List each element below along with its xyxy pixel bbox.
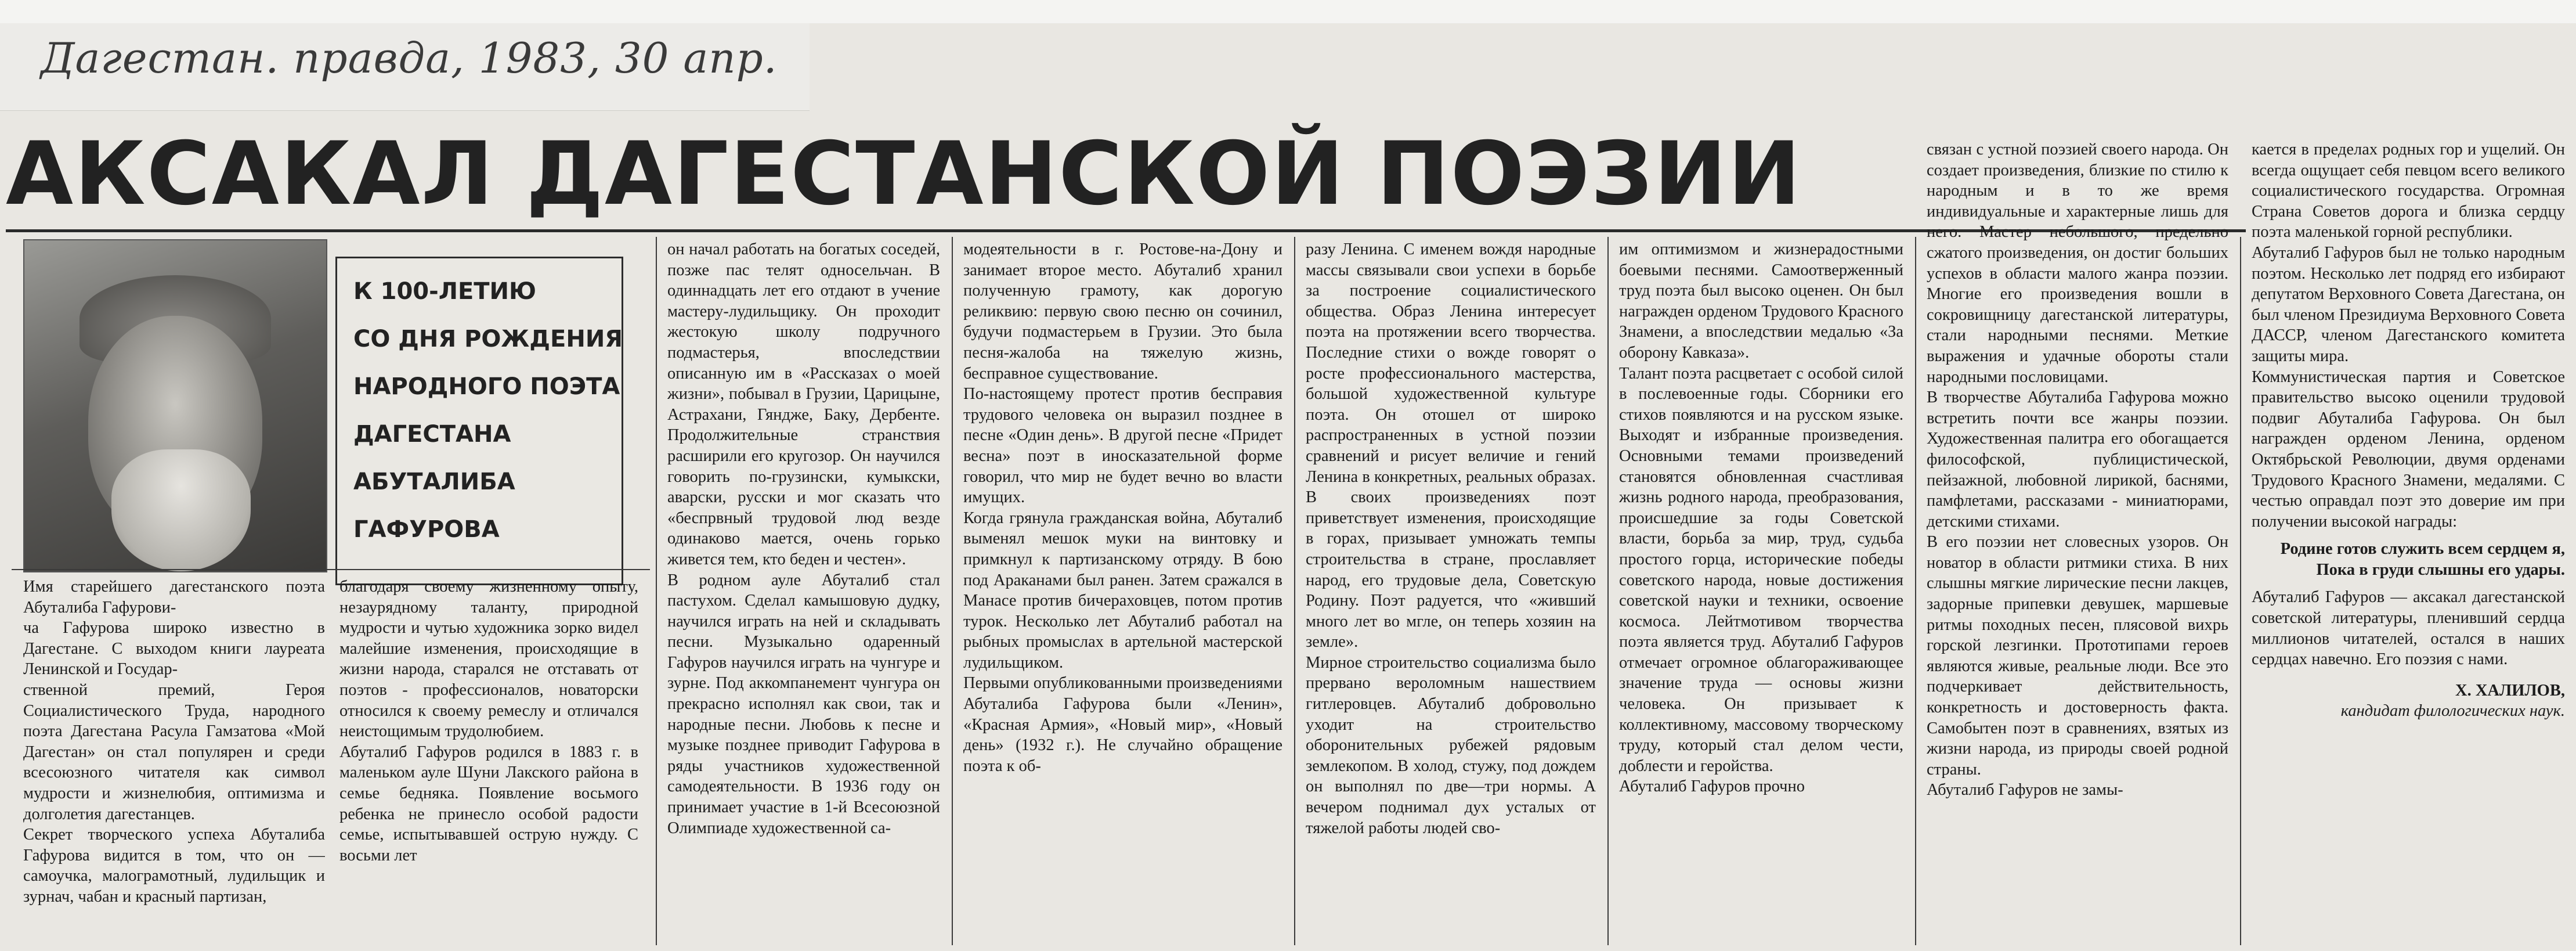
column-rule (952, 237, 953, 945)
column-rule (1915, 237, 1916, 945)
anniversary-line-2: СО ДНЯ РОЖДЕНИЯ (353, 326, 623, 352)
newspaper-clipping (0, 23, 2576, 951)
column-1-text: Имя старейшего дагестанского поэта Абуталиба Гафурови- ча Гафурова широко известно в Дагестане. С выходом книги лауреата Ленинской и Государ- ственной премий, Героя Социалистического Труда, народного поэта Дагестана Расула Гамзатова «Мой Дагестан» он стал популярен и среди всесоюзного читателя как символ мудрости и жизнелюбия, оптимизма и долголетия дагестанцев. Секрет творческого успеха Абуталиба Гафурова видится в том, что он — самоучка, малограмотный, лудильщик и зурнач, чабан и красный партизан, (23, 578, 325, 906)
anniversary-line-1: К 100-ЛЕТИЮ (353, 278, 536, 305)
column-rule (1607, 237, 1609, 945)
closing-paragraph: Абуталиб Гафуров — аксакал дагестанской советской литературы, пленивший сердца миллионов читателей, остался в наших сердцах навечно. Его поэзия с нами. (2252, 588, 2565, 669)
column-rule (1294, 237, 1295, 945)
article-headline: АКСАКАЛ ДАГЕСТАНСКОЙ ПОЭЗИИ (6, 124, 1802, 225)
column-rule (656, 237, 657, 945)
column-3-text: он начал работать на богатых соседей, позже пас телят односельчан. В одиннадцать лет его отдают в учение мастеру-лудильщику. Он проходит жестокую школу подручного подмастерья, впоследствии описанную им в «Рассказах о моей жизни», побывал в Грузии, Царицыне, Астрахани, Гяндже, Баку, Дербенте. Продолжительные странствия расширили его кругозор. Он научился говорить по-грузински, кумыкски, аварски, русски и мог сказать что «беспрвный трудовой люд везде одинаково мается, очень горько живется тем, кто беден и честен». В родном ауле Абуталиб стал пастухом. Сделал камышовую дудку, научился играть на ней и складывать песни. Музыкально одаренный Гафуров научился играть на чунгуре и зурне. Под аккомпанемент чунгура он прекрасно исполнял как свои, так и народные песни. Любовь к песне и музыке позднее приводит Гафурова в ряды участников художественной самодеятельности. В 1936 году он принимает участие в 1-й Всесоюзной Олимпиаде художественной са- (667, 240, 940, 837)
author-signature: Х. ХАЛИЛОВ, (2455, 681, 2565, 700)
author-title: кандидат филологических наук. (2340, 702, 2565, 721)
column-8-text: кается в пределах родных гор и ущелий. Он всегда ощущает себя певцом всего великого социалистического государства. Огромная Страна Советов дорога и близка сердцу поэта маленькой горной республики. Абуталиб Гафуров был не только народным поэтом. Несколько лет подряд его избирают депутатом Верховного Совета Дагестана, он был членом Президиума Верховного Совета ДАССР, членом Дагестанского комитета защиты мира. Коммунистическая партия и Советское правительство высоко оценили трудовой подвиг Абуталиба Гафурова. Он был награжден орденом Ленина, орденом Октябрьской Революции, двумя орденами Трудового Красного Знамени, медалями. С честью оправдал поэт это доверие им при получении высокой награды: (2252, 141, 2565, 531)
column-7-text: связан с устной поэзией своего народа. Он создает произведения, близкие по стилю к народным и в то же время индивидуальные и характерные лишь для него. Мастер небольшого, предельно сжатого произведения, он достиг больших успехов в области малого жанра поэзии. Многие его произведения вошли в сокровищницу дагестанской литературы, стали народными песнями. Меткие выражения и удачные обороты стали народными пословицами. В творчестве Абуталиба Гафурова можно встретить почти все жанры поэзии. Художественная палитра его обогащается философской, публицистической, пейзажной, любовной лирикой, баснями, памфлетами, рассказами - миниатюрами, детскими стихами. В его поэзии нет словесных узоров. Он новатор в области ритмики стиха. В них слышны мягкие лирические песни лакцев, задорные припевки девушек, маршевые ритмы походных песен, плясовой вихрь горской лезгинки. Прототипами героев являются живые, реальные люди. Все это подчеркивает действительность, конкретность и достоверность факта. Самобытен поэт в сравнениях, взятых из жизни народа, из природы своей родной страны. Абуталиб Гафуров не замы- (1927, 141, 2228, 799)
photo-beard-shape (111, 449, 251, 571)
handwritten-source-note: Дагестан. правда, 1983, 30 апр. (41, 34, 778, 82)
poem-line-1: Родине готов служить всем сердцем я, (2280, 540, 2565, 559)
column-rule (2240, 237, 2241, 945)
column-2-text: благодаря своему жизненному опыту, незаурядному таланту, природной мудрости и чутью художника зорко видел малейшие изменения, происходящие в жизни народа, старался не отставать от поэтов - профессионалов, новаторски относился к своему ремеслу и отличался неистощимым трудолюбием. Абуталиб Гафуров родился в 1883 г. в маленьком ауле Шуни Лакского района в семье бедняка. Появление восьмого ребенка не принесло особой радости семье, испытывавшей острую нужду. С восьми лет (339, 578, 638, 864)
column-6-text: им оптимизмом и жизнерадостными боевыми песнями. Самоотверженный труд поэта был высоко оценен. Он был награжден орденом Трудового Красного Знамени, а впоследствии медалью «За оборону Кавказа». Талант поэта расцветает с особой силой в послевоенные годы. Сборники его стихов появляются и на русском языке. Выходят и избранные произведения. Основными темами произведений становятся обновленная счастливая жизнь родного народа, преобразования, происшедшие за годы Советской власти, борьба за мир, труд, судьба простого горца, исторические победы советского народа, новые достижения советской науки и техники, освоение космоса. Лейтмотивом творчества поэта является труд. Абуталиб Гафуров отмечает огромное облагораживающее значение труда — основы жизни человека. Он призывает к коллективному, массовому творческому труду, который стал делом чести, доблести и геройства. Абуталиб Гафуров прочно (1619, 240, 1903, 796)
anniversary-line-6: ГАФУРОВА (353, 516, 500, 543)
poem-line-2: Пока в груди слышны его удары. (2316, 560, 2565, 579)
anniversary-line-4: ДАГЕСТАНА (353, 421, 511, 448)
headline-rule (6, 229, 2246, 232)
archive-label-strip (0, 23, 810, 111)
column-5-text: разу Ленина. С именем вождя народные массы связывали свои успехи в борьбе за построение социалистического общества. Образ Ленина интересует поэта на протяжении всего творчества. Последние стихи о вожде говорят о росте профессионального мастерства, большой художественной культуре поэта. Он отошел от широко распространенных в устной поэзии сравнений и рисует величие и гений Ленина в конкретных, реальных образах. В своих произведениях поэт приветствует изменения, происходящие в горах, призывает умножать темпы строительства в стране, прославляет народ, его трудовые дела, Советскую Родину. Поэт радуется, что «живший много лет во мгле, он теперь хозяин на земле». Мирное строительство социализма было прервано вероломным нашествием гитлеровцев. Абуталиб добровольно уходит на строительство оборонительных рубежей рядовым землекопом. В холод, стужу, под дождем он выполнял по две—три нормы. А вечером поднимал дух усталых от тяжелой работы людей сво- (1306, 240, 1596, 837)
poet-portrait-photo (23, 239, 327, 572)
column-8 (2252, 139, 2565, 946)
anniversary-box (335, 257, 623, 585)
lead-rule (12, 569, 650, 570)
column-4-text: модеятельности в г. Ростове-на-Дону и занимает второе место. Абуталиб хранил полученную грамоту, как дорогую реликвию: первую свою песню он сочинил, будучи подмастерьем в Грузии. Это была песня-жалоба на тяжелую жизнь, бесправное существование. По-настоящему протест против бесправия трудового человека он выразил позднее в песне «Один день». В другой песне «Придет весна» поэт в иносказательной форме говорил, что мир не будет вечно во власти имущих. Когда грянула гражданская война, Абуталиб выменял мешок муки на винтовку и примкнул к партизанскому отряду. В бою под Араканами был ранен. Затем сражался в Манасе против бичераховцев, потом против турок. Несколько лет Абуталиб работал на рыбных промыслах в артельной мастерской лудильщиком. Первыми опубликованными произведениями Абуталиба Гафурова были «Ленин», «Красная Армия», «Новый мир», «Новый день» (1932 г.). Не случайно обращение поэта к об- (963, 240, 1282, 775)
anniversary-line-3: НАРОДНОГО ПОЭТА (353, 373, 620, 400)
anniversary-line-5: АБУТАЛИБА (353, 469, 515, 495)
